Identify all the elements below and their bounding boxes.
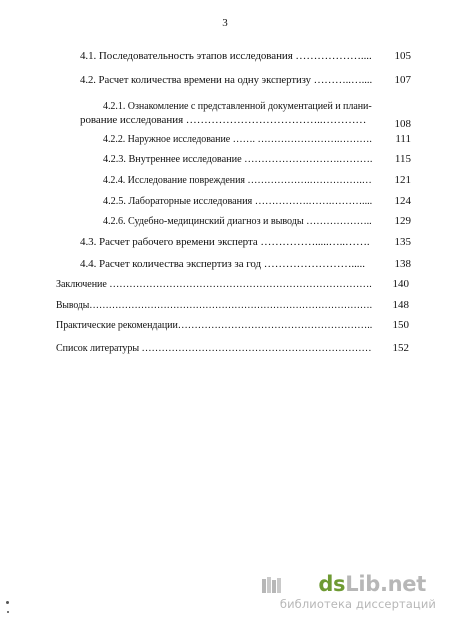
toc-entry-title: 4.1. Последовательность этапов исследования ……………….... xyxy=(80,50,372,62)
toc-entry-4-2-3 xyxy=(0,151,450,167)
toc-entry-title: 4.2.5. Лабораторные исследования …………….…….……….... xyxy=(103,195,373,207)
scan-speck xyxy=(7,611,9,613)
toc-entry-4-2-2 xyxy=(0,131,450,147)
toc-entry-page: 121 xyxy=(394,174,411,186)
toc-entry-page: 150 xyxy=(392,319,409,331)
toc-entry-4-2-6 xyxy=(0,213,450,229)
toc-entry-4-2 xyxy=(0,72,450,88)
books-icon xyxy=(260,575,284,595)
toc-entry-4-1 xyxy=(0,48,450,64)
toc-entry-4-2-4 xyxy=(0,172,450,188)
toc-entry-title: 4.2.4. Исследование повреждения ……………….…………….… xyxy=(103,174,372,186)
toc-entry-conclusion xyxy=(0,276,450,292)
toc-entry-title: рование исследования ………………………………..………… xyxy=(80,114,367,126)
toc-entry-title: Список литературы …………………………………………………………… xyxy=(56,342,372,354)
toc-entry-4-4 xyxy=(0,256,450,272)
toc-entry-page: 105 xyxy=(394,50,411,62)
watermark-brand-ds: ds xyxy=(318,572,346,596)
toc-entry-page: 138 xyxy=(394,258,411,270)
toc-entry-title: 4.2.1. Ознакомление с представленной документацией и плани- xyxy=(103,100,372,112)
watermark-brand-lib: Lib xyxy=(345,572,380,596)
toc-entry-4-3 xyxy=(0,234,450,250)
toc-entry-page: 152 xyxy=(392,342,409,354)
toc-entry-page: 129 xyxy=(394,215,411,227)
toc-entry-page: 107 xyxy=(394,74,411,86)
toc-entry-findings xyxy=(0,297,450,313)
watermark-subtitle: библиотека диссертаций xyxy=(279,597,436,611)
toc-entry-4-2-5 xyxy=(0,193,450,209)
toc-entry-page: 111 xyxy=(395,133,411,145)
toc-entry-references xyxy=(0,340,450,356)
toc-entry-page: 115 xyxy=(394,153,411,165)
toc-entry-page: 108 xyxy=(394,118,411,130)
toc-entry-page: 135 xyxy=(394,236,411,248)
toc-entry-recommendations xyxy=(0,317,450,333)
toc-entry-title: 4.3. Расчет рабочего времени эксперта …………….....…..……. xyxy=(80,236,370,248)
toc-entry-4-2-1-continuation xyxy=(0,112,450,128)
toc-entry-page: 140 xyxy=(392,278,409,290)
watermark-brand-net: .net xyxy=(379,572,426,596)
toc-entry-title: 4.4. Расчет количества экспертиз за год ……………………..... xyxy=(80,258,365,270)
page-number: 3 xyxy=(222,17,228,29)
watermark-brand xyxy=(318,573,426,595)
toc-entry-title: Заключение ……………………………………………………………………. xyxy=(56,278,372,290)
toc-entry-page: 148 xyxy=(392,299,409,311)
toc-entry-title: 4.2.2. Наружное исследование ……. …………………….………. xyxy=(103,133,372,145)
toc-entry-title: 4.2.6. Судебно-медицинский диагноз и выводы ……………….. xyxy=(103,215,372,227)
toc-entry-title: 4.2. Расчет количества времени на одну экспертизу ………..….... xyxy=(80,74,373,86)
toc-entry-title: 4.2.3. Внутреннее исследование ……………………….………. xyxy=(103,153,373,165)
toc-entry-title: Практические рекомендации………………………………………………….. xyxy=(56,319,373,331)
toc-entry-page: 124 xyxy=(394,195,411,207)
toc-entry-title: Выводы……………………………………………………………………………. xyxy=(56,299,372,311)
scan-speck xyxy=(6,601,9,604)
dslib-watermark xyxy=(226,573,436,613)
